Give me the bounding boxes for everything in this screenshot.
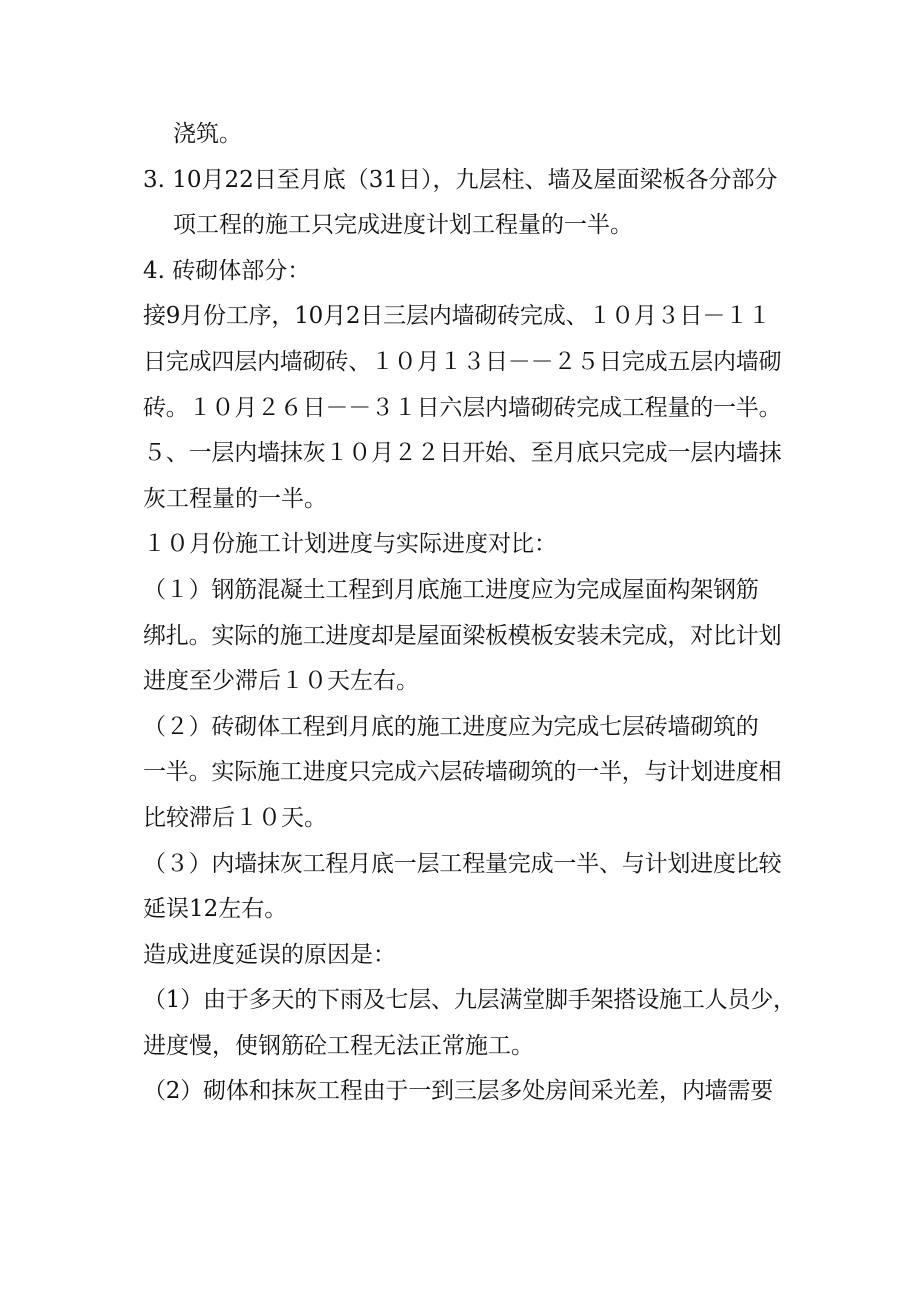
text-line-21: 进度慢，使钢筋砼工程无法正常施工。 bbox=[143, 1032, 534, 1059]
text-line-22: （2）砌体和抹灰工程由于一到三层多处房间采光差，内墙需要 bbox=[143, 1078, 774, 1105]
text-line-6: 日完成四层内墙砌砖、１０月１３日－－２５日完成五层内墙砌 bbox=[143, 348, 782, 375]
text-line-7: 砖。１０月２６日－－３１日六层内墙砌砖完成工程量的一半。 bbox=[143, 394, 782, 421]
text-line-18: 延误12左右。 bbox=[143, 896, 288, 923]
text-line-20: （1）由于多天的下雨及七层、九层满堂脚手架搭设施工人员少， bbox=[143, 987, 796, 1014]
text-line-10: １０月份施工计划进度与实际进度对比： bbox=[143, 531, 557, 558]
text-line-13: 进度至少滞后１０天左右。 bbox=[143, 668, 419, 695]
text-line-3: 项工程的施工只完成进度计划工程量的一半。 bbox=[173, 212, 633, 239]
text-line-4: 4. 砖砌体部分： bbox=[143, 257, 311, 284]
text-line-15: 一半。实际施工进度只完成六层砖墙砌筑的一半，与计划进度相 bbox=[143, 759, 782, 786]
text-line-2: 3. 10月22日至月底（31日），九层柱、墙及屋面梁板各分部分 bbox=[143, 166, 778, 193]
text-line-12: 绑扎。实际的施工进度却是屋面梁板模板安装未完成，对比计划 bbox=[143, 622, 782, 649]
text-line-8: ５、一层内墙抹灰１０月２２日开始、至月底只完成一层内墙抹 bbox=[143, 440, 782, 467]
text-line-17: （３）内墙抹灰工程月底一层工程量完成一半、与计划进度比较 bbox=[143, 850, 782, 877]
text-line-16: 比较滞后１０天。 bbox=[143, 804, 327, 831]
text-line-11: （１）钢筋混凝土工程到月底施工进度应为完成屋面构架钢筋 bbox=[143, 576, 759, 603]
text-line-1: 浇筑。 bbox=[173, 121, 242, 147]
text-line-19: 造成进度延误的原因是： bbox=[143, 941, 396, 968]
text-line-9: 灰工程量的一半。 bbox=[143, 485, 327, 512]
text-line-5: 接9月份工序，10月2日三层内墙砌砖完成、１０月３日－１１ bbox=[143, 303, 771, 330]
text-line-14: （２）砖砌体工程到月底的施工进度应为完成七层砖墙砌筑的 bbox=[143, 713, 759, 740]
